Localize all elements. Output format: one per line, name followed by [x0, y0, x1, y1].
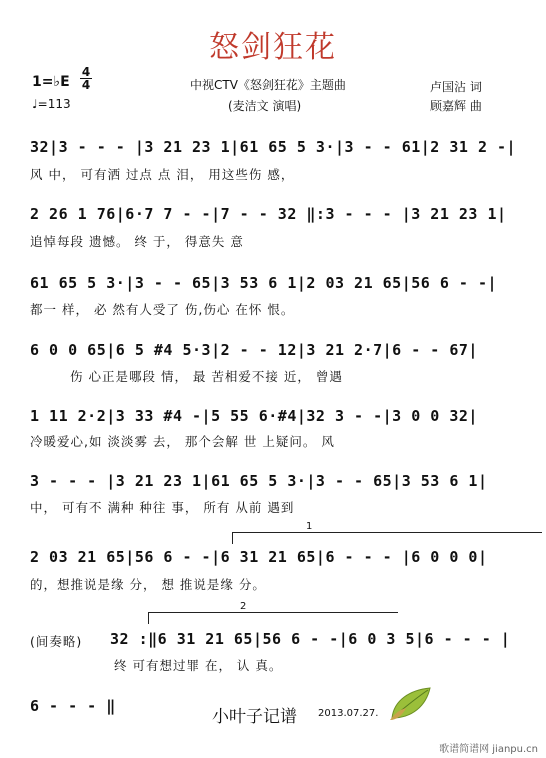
notation-line: 32 :‖6 31 21 65|56 6 - -|6 0 3 5|6 - - - | — [110, 630, 511, 648]
lyrics-line: 冷暖爱心,如 淡淡雾 去， 那个会解 世 上疑问。 风 — [30, 434, 335, 449]
song-source: 中视CTV《怒剑狂花》主题曲 — [190, 78, 346, 92]
notation-line: 6 0 0 65|6 5 #4 5·3|2 - - 12|3 21 2·7|6 - - 67| — [30, 341, 478, 359]
volta-bracket-2 — [148, 612, 398, 613]
volta-bracket-1 — [232, 532, 542, 533]
time-denominator: 4 — [81, 78, 91, 92]
lyrics-line: 追悼每段 遗憾。 终 于， 得意失 意 — [30, 234, 244, 249]
lyrics-line: 终 可有想过罪 在， 认 真。 — [114, 658, 283, 673]
volta-number-2: 2 — [240, 601, 247, 612]
tempo-marking: ♩=113 — [32, 97, 71, 111]
notation-line: 6 - - - ‖ — [30, 697, 116, 715]
leaf-icon — [386, 684, 434, 724]
time-numerator: 4 — [81, 65, 91, 79]
lyricist-credit: 卢国沾 词 — [430, 80, 482, 94]
key-signature: 1=♭E — [32, 74, 70, 90]
lyrics-line: 伤 心正是哪段 情， 最 苦相爱不接 近， 曾遇 — [70, 369, 343, 384]
notation-line: 32|3 - - - |3 21 23 1|61 65 5 3·|3 - - 61|2 31 2 -| — [30, 138, 517, 156]
transcriber-signature: 小叶子记谱 — [212, 707, 297, 727]
lyrics-line: 都一 样， 必 然有人受了 伤,伤心 在怀 恨。 — [30, 302, 295, 317]
notation-line: 3 - - - |3 21 23 1|61 65 5 3·|3 - - 65|3 53 6 1| — [30, 472, 488, 490]
time-signature — [80, 66, 92, 91]
volta-bracket-2-start — [148, 612, 149, 624]
composer-credit: 顾嘉辉 曲 — [430, 99, 482, 113]
lyrics-line: 风 中， 可有洒 过点 点 泪， 用这些伤 感， — [30, 167, 295, 182]
notation-line: 2 26 1 76|6·7 7 - -|7 - - 32 ‖:3 - - - |3 21 23 1| — [30, 205, 507, 223]
volta-number-1: 1 — [306, 521, 313, 532]
singer-credit: (麦洁文 演唱) — [228, 99, 302, 113]
notation-line: 2 03 21 65|56 6 - -|6 31 21 65|6 - - - |6 0 0 0| — [30, 548, 488, 566]
transcription-date: 2013.07.27. — [318, 708, 379, 719]
volta-bracket-1-start — [232, 532, 233, 544]
notation-line: 1 11 2·2|3 33 #4 -|5 55 6·#4|32 3 - -|3 0 0 32| — [30, 407, 478, 425]
site-watermark: 歌谱简谱网 jianpu.cn — [439, 744, 538, 755]
interlude-note: (间奏略) — [30, 634, 83, 649]
page-title: 怒剑狂花 — [209, 30, 337, 65]
lyrics-line: 中， 可有不 满种 种往 事， 所有 从前 遇到 — [30, 500, 295, 515]
lyrics-line: 的，想推说是缘 分， 想 推说是缘 分。 — [30, 577, 266, 592]
notation-line: 61 65 5 3·|3 - - 65|3 53 6 1|2 03 21 65|56 6 - -| — [30, 274, 498, 292]
